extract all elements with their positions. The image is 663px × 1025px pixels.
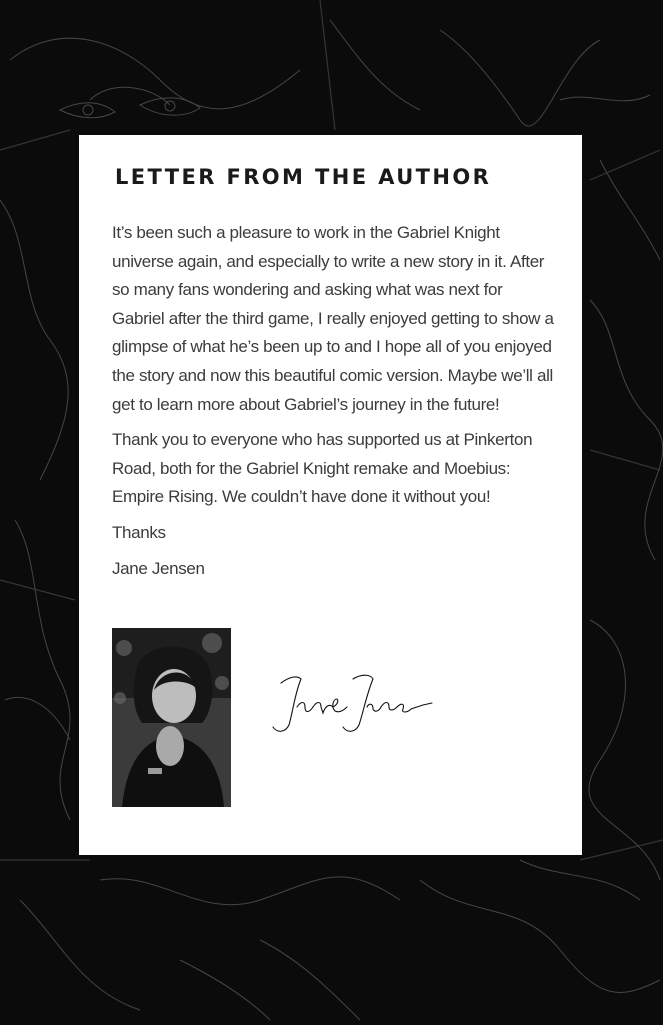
letter-title: LETTER FROM THE AUTHOR — [115, 165, 492, 189]
letter-body — [112, 219, 557, 590]
letter-paragraph: Thank you to everyone who has supported us at Pinkerton Road, both for the Gabriel Knight remake and Moebius: Empire Rising. We couldn’t have done it without you! — [112, 430, 533, 507]
author-signature — [267, 663, 437, 741]
letter-closing: Thanks — [112, 522, 166, 542]
author-letter-card — [79, 135, 582, 855]
letter-paragraph: It’s been such a pleasure to work in the Gabriel Knight universe again, and especially to write a new story in it. After so many fans wondering and asking what was next for Gabriel after the third game, I really enjoyed getting to show a glimpse of what he’s been up to and I hope all of you enjoyed the story and now this beautiful comic version. Maybe we’ll all get to learn more about Gabriel’s journey in the future! — [112, 223, 554, 414]
letter-author-name: Jane Jensen — [112, 558, 205, 578]
author-photo — [112, 628, 231, 807]
